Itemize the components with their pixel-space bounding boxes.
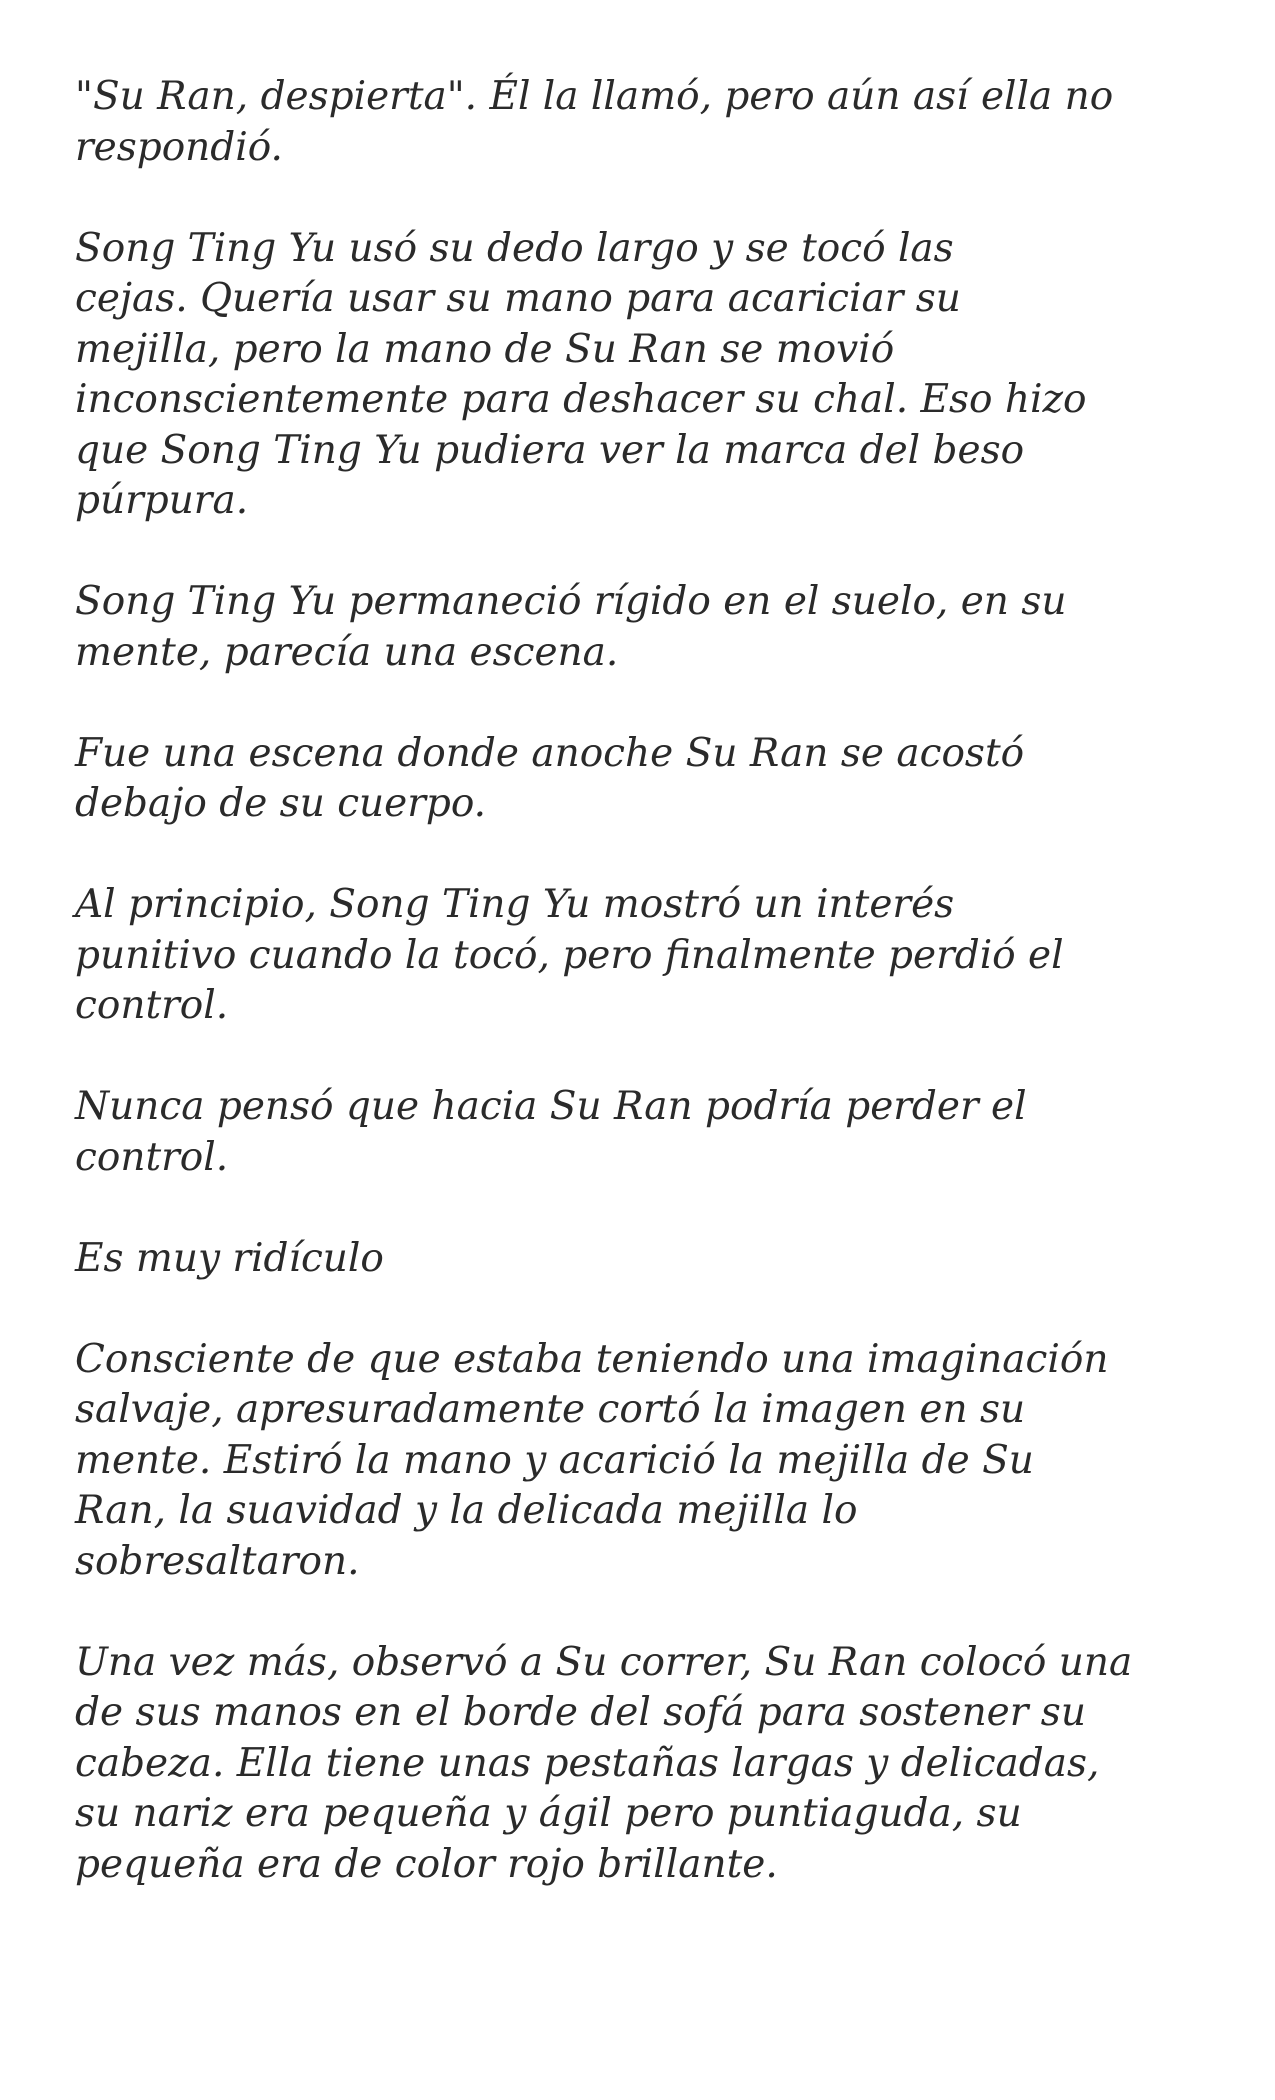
paragraph-8: Consciente de que estaba teniendo una imaginación salvaje, apresuradamente cortó la imagen en su mente. Estiró la mano y acarició la mejilla de Su Ran, la suavidad y la delicada mejilla lo sobresaltaron. xyxy=(75,1336,1109,1584)
paragraph-4: Fue una escena donde anoche Su Ran se acostó debajo de su cuerpo. xyxy=(75,730,1025,826)
paragraph-3: Song Ting Yu permaneció rígido en el suelo, en su mente, parecía una escena. xyxy=(75,579,1067,675)
paragraph-5: Al principio, Song Ting Yu mostró un interés punitivo cuando la tocó, pero finalmente perdió el control. xyxy=(75,882,1064,1028)
paragraph-1: "Su Ran, despierta". Él la llamó, pero aún así ella no respondió. xyxy=(75,74,1114,170)
paragraph-2: Song Ting Yu usó su dedo largo y se tocó las cejas. Quería usar su mano para acariciar su mejilla, pero la mano de Su Ran se movió inconscientemente para deshacer su chal. Eso hizo que Song Ting Yu pudiera ver la marca del beso púrpura. xyxy=(75,225,1087,523)
paragraph-6: Nunca pensó que hacia Su Ran podría perder el control. xyxy=(75,1084,1027,1180)
paragraph-7: Es muy ridículo xyxy=(75,1235,384,1281)
document-body xyxy=(75,72,1225,1941)
paragraph-9: Una vez más, observó a Su correr, Su Ran colocó una de sus manos en el borde del sofá para sostener su cabeza. Ella tiene unas pestañas largas y delicadas, su nariz era pequeña y ágil pero puntiaguda, su pequeña era de color rojo brillante. xyxy=(75,1639,1133,1887)
